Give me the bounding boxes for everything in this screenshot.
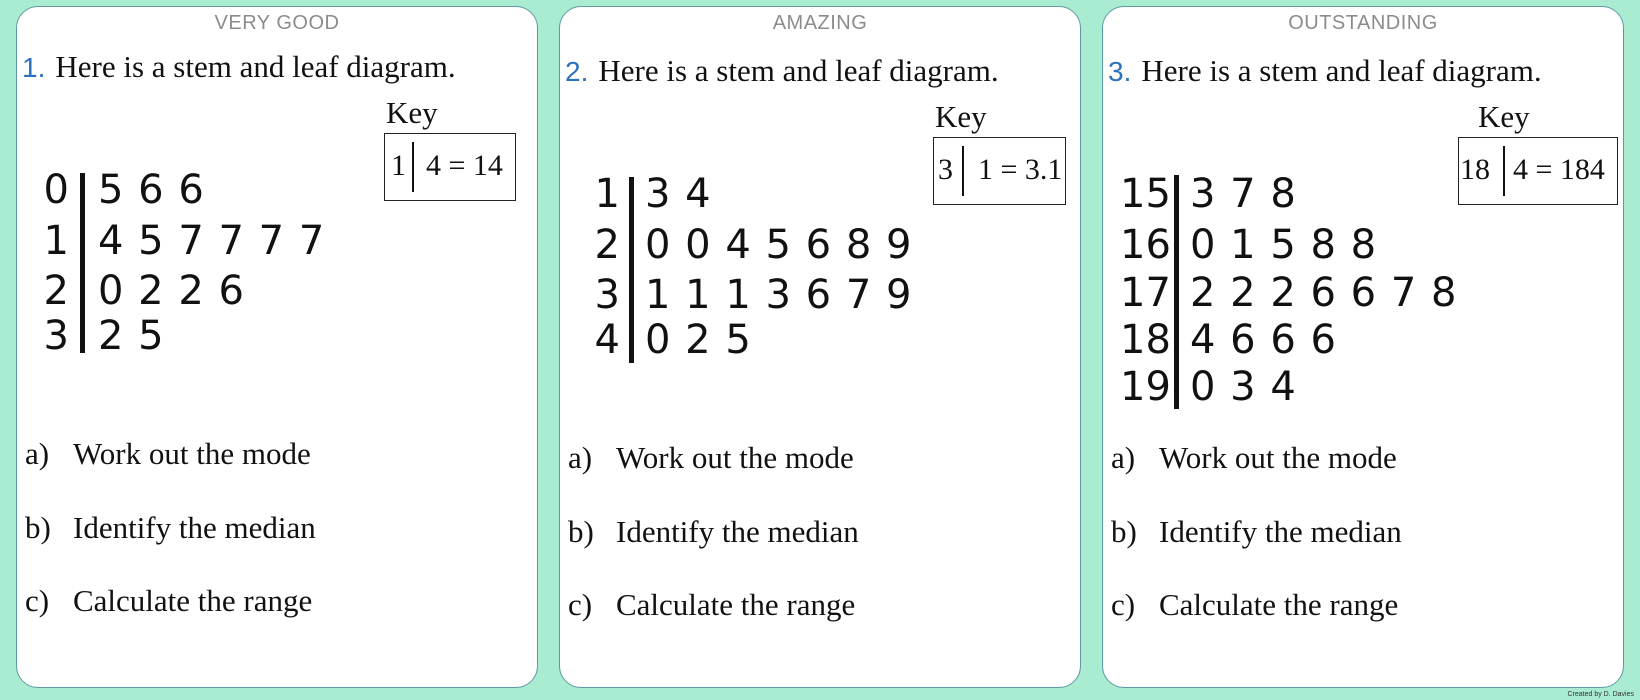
part-a [25, 436, 311, 472]
part-text: Identify the median [1159, 514, 1402, 549]
key-divider [1503, 146, 1505, 196]
leaves: 5 6 6 [98, 167, 204, 213]
stem: 19 [1120, 364, 1171, 410]
stem: 3 [594, 272, 620, 318]
stem: 1 [594, 171, 620, 217]
leaves: 1 1 1 3 6 7 9 [645, 272, 912, 318]
part-letter: c) [568, 587, 593, 622]
part-a [568, 440, 854, 476]
leaves: 0 0 4 5 6 8 9 [645, 222, 912, 268]
leaves: 0 2 2 6 [98, 268, 244, 314]
part-b [568, 514, 859, 550]
part-text: Work out the mode [1159, 440, 1397, 475]
part-b [1111, 514, 1402, 550]
key-label: Key [935, 99, 987, 134]
key-value: 1 = 3.1 [978, 153, 1063, 186]
key-divider [412, 142, 414, 192]
part-letter: c) [1111, 587, 1136, 622]
key-stem: 1 [391, 149, 406, 182]
stem: 1 [43, 218, 69, 264]
part-text: Calculate the range [1159, 587, 1399, 622]
stem: 15 [1120, 171, 1171, 217]
part-text: Calculate the range [73, 583, 313, 618]
key-value: 4 = 184 [1513, 153, 1605, 186]
difficulty-label: VERY GOOD [214, 12, 340, 34]
question-text [565, 53, 999, 89]
question-card-2 [559, 6, 1081, 688]
leaves: 2 2 2 6 6 7 8 [1190, 270, 1457, 316]
leaves: 4 5 7 7 7 7 [98, 218, 325, 264]
part-a [1111, 440, 1397, 476]
question-prompt: Here is a stem and leaf diagram. [1141, 53, 1542, 88]
part-c [25, 583, 312, 619]
stem: 16 [1120, 222, 1171, 268]
part-text: Work out the mode [616, 440, 854, 475]
key-stem: 3 [938, 153, 953, 186]
stem-leaf-divider [80, 173, 85, 353]
question-number: 1. [22, 52, 46, 83]
key-label: Key [386, 95, 438, 130]
leaves: 0 3 4 [1190, 364, 1296, 410]
key-stem: 18 [1460, 153, 1490, 186]
key-box [384, 133, 516, 201]
question-card-3 [1102, 6, 1624, 688]
part-b [25, 510, 316, 546]
stem: 18 [1120, 317, 1171, 363]
part-c [568, 587, 855, 623]
key-box [1458, 137, 1618, 205]
part-c [1111, 587, 1398, 623]
part-letter: b) [25, 510, 51, 545]
stem: 2 [594, 222, 620, 268]
part-letter: b) [568, 514, 594, 549]
question-prompt: Here is a stem and leaf diagram. [598, 53, 999, 88]
key-divider [962, 146, 964, 196]
part-letter: a) [25, 436, 50, 471]
part-text: Identify the median [73, 510, 316, 545]
leaves: 2 5 [98, 313, 164, 359]
difficulty-label: OUTSTANDING [1288, 12, 1438, 34]
stem: 2 [43, 268, 69, 314]
author-credit: Created by D. Davies [1567, 691, 1634, 698]
leaves: 0 2 5 [645, 317, 751, 363]
part-letter: a) [1111, 440, 1136, 475]
leaves: 3 4 [645, 171, 711, 217]
leaves: 4 6 6 6 [1190, 317, 1336, 363]
key-label: Key [1478, 99, 1530, 134]
part-letter: a) [568, 440, 593, 475]
stem: 0 [43, 167, 69, 213]
part-text: Calculate the range [616, 587, 856, 622]
question-number: 2. [565, 56, 589, 87]
leaves: 0 1 5 8 8 [1190, 222, 1377, 268]
part-text: Work out the mode [73, 436, 311, 471]
key-box [933, 137, 1066, 205]
stem-leaf-divider [629, 177, 634, 363]
stem: 17 [1120, 270, 1171, 316]
question-text [1108, 53, 1542, 89]
question-card-1 [16, 6, 538, 688]
question-text [22, 49, 456, 85]
stem: 3 [43, 313, 69, 359]
stem-leaf-divider [1174, 175, 1179, 409]
difficulty-label: AMAZING [772, 12, 868, 34]
part-letter: c) [25, 583, 50, 618]
question-prompt: Here is a stem and leaf diagram. [55, 49, 456, 84]
leaves: 3 7 8 [1190, 171, 1296, 217]
key-value: 4 = 14 [426, 149, 503, 182]
stem: 4 [594, 317, 620, 363]
question-number: 3. [1108, 56, 1132, 87]
part-text: Identify the median [616, 514, 859, 549]
part-letter: b) [1111, 514, 1137, 549]
